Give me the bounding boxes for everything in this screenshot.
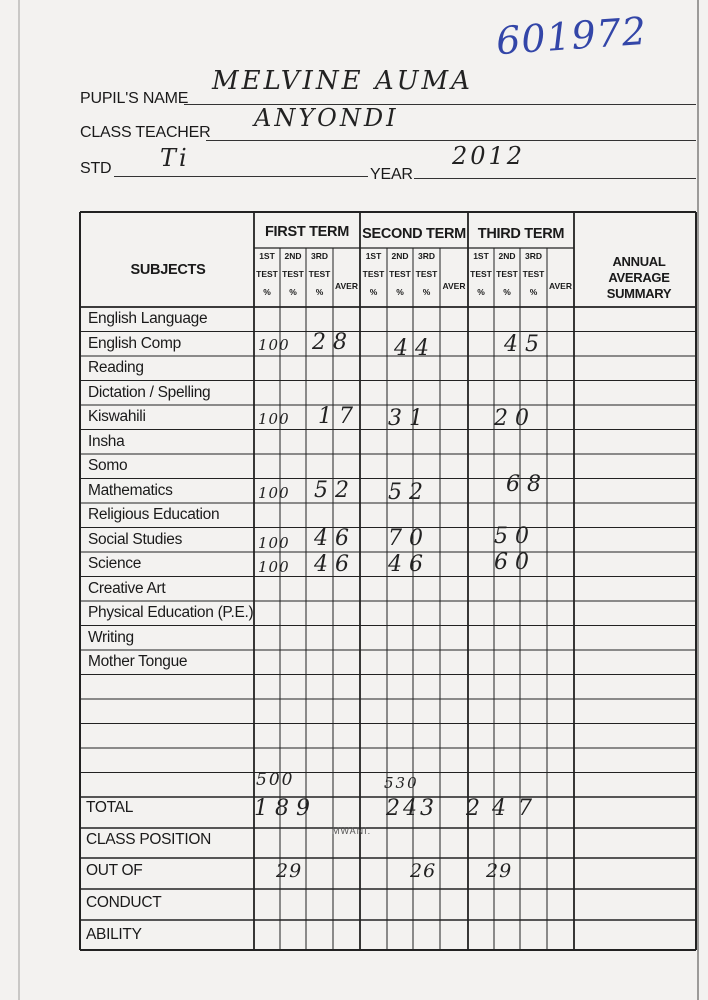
- social-studies-term1: 46: [314, 526, 356, 551]
- subject-label: Somo: [88, 457, 128, 474]
- test-col-header: [413, 250, 440, 298]
- summary-row-label: TOTAL: [86, 799, 134, 816]
- term3-out-of-count: 29: [486, 860, 513, 882]
- test-col-header: [468, 250, 494, 298]
- annual-average-summary-header: ANNUAL AVERAGE SUMMARY: [606, 254, 672, 301]
- test-word: TEST: [496, 269, 518, 279]
- position-stamp: MWANI.: [332, 826, 372, 836]
- test-word: TEST: [308, 269, 331, 279]
- subject-label: Physical Education (P.E.): [88, 604, 254, 621]
- subject-label: English Comp: [88, 334, 181, 352]
- science-out-of: 100: [258, 558, 290, 576]
- test-col-header: [360, 250, 387, 298]
- term1-out-of-count: 29: [276, 860, 303, 882]
- term1-total: 189: [254, 796, 317, 821]
- first-term-header: FIRST TERM: [265, 224, 349, 240]
- pupil-name-value: MELVINE AUMA: [212, 66, 473, 96]
- test-number: 2ND: [391, 251, 409, 261]
- term2-out-of-count: 26: [410, 860, 437, 882]
- third-term-header: THIRD TERM: [477, 226, 565, 242]
- subject-label: Dictation / Spelling: [88, 383, 211, 401]
- average-col-header: AVER: [442, 281, 466, 291]
- percent-sign: %: [263, 287, 271, 297]
- test-word: TEST: [415, 269, 438, 279]
- test-col-header: [520, 250, 547, 298]
- percent-sign: %: [289, 287, 297, 297]
- summary-row-label: CLASS POSITION: [86, 831, 211, 848]
- test-number: 1ST: [259, 251, 275, 261]
- average-col-header: AVER: [335, 281, 358, 291]
- test-number: 3RD: [524, 251, 542, 261]
- test-number: 1ST: [365, 251, 382, 261]
- summary-row-label: CONDUCT: [86, 894, 162, 911]
- test-col-header: [280, 250, 306, 298]
- percent-sign: %: [422, 287, 431, 297]
- term1-max-total: 500: [256, 770, 295, 790]
- test-number: 3RD: [310, 251, 328, 261]
- social-studies-out-of: 100: [258, 534, 290, 552]
- second-term-header: SECOND TERM: [362, 226, 466, 242]
- science-term2: 46: [388, 552, 430, 577]
- percent-sign: %: [529, 287, 538, 297]
- subject-label: Religious Education: [88, 506, 220, 523]
- kiswahili-term3: 20: [494, 406, 536, 431]
- percent-sign: %: [477, 287, 485, 297]
- term2-total: 243: [386, 796, 437, 821]
- test-word: TEST: [522, 269, 545, 279]
- mathematics-term1: 52: [314, 478, 356, 503]
- std-label: STD: [80, 160, 112, 177]
- social-studies-term3: 50: [494, 524, 536, 549]
- science-term1: 46: [314, 552, 356, 577]
- test-word: TEST: [256, 269, 278, 279]
- subject-label: Mother Tongue: [88, 653, 188, 670]
- test-word: TEST: [362, 269, 385, 279]
- kiswahili-term1: 17: [318, 404, 360, 429]
- kiswahili-out-of: 100: [258, 410, 290, 428]
- test-col-header: [494, 250, 520, 298]
- test-col-header: [254, 250, 280, 298]
- english-comp-term2: 44: [394, 336, 436, 361]
- test-number: 3RD: [417, 251, 435, 261]
- percent-sign: %: [503, 287, 511, 297]
- reference-number: 601972: [494, 8, 649, 64]
- average-col-header: AVER: [549, 281, 572, 291]
- subject-label: Insha: [88, 432, 125, 450]
- subject-label: Social Studies: [88, 530, 183, 548]
- test-number: 1ST: [473, 251, 489, 261]
- subject-label: Kiswahili: [88, 408, 146, 425]
- summary-row-label: OUT OF: [86, 862, 143, 879]
- mathematics-term3: 68: [506, 472, 548, 497]
- percent-sign: %: [315, 287, 324, 297]
- summary-row-label: ABILITY: [86, 926, 142, 943]
- class-teacher-value: ANYONDI: [254, 104, 399, 132]
- class-teacher-label: CLASS TEACHER: [80, 124, 211, 141]
- year-label: YEAR: [370, 166, 413, 183]
- subject-label: Reading: [88, 359, 144, 376]
- pupil-name-label: PUPIL'S NAME: [80, 90, 189, 107]
- subject-label: Science: [88, 555, 142, 572]
- percent-sign: %: [369, 287, 378, 297]
- english-comp-term3: 45: [504, 332, 546, 357]
- test-col-header: [387, 250, 413, 298]
- social-studies-term2: 70: [388, 526, 430, 551]
- test-number: 2ND: [498, 251, 516, 261]
- percent-sign: %: [396, 287, 404, 297]
- mathematics-out-of: 100: [258, 484, 290, 502]
- test-word: TEST: [470, 269, 492, 279]
- science-term3: 60: [494, 550, 536, 575]
- subjects-header: SUBJECTS: [130, 262, 206, 278]
- test-word: TEST: [282, 269, 304, 279]
- subject-label: Writing: [88, 628, 134, 646]
- english-comp-out-of: 100: [258, 336, 290, 354]
- term3-total: 247: [466, 796, 544, 821]
- kiswahili-term2: 31: [388, 406, 430, 431]
- test-word: TEST: [389, 269, 411, 279]
- test-col-header: [306, 250, 333, 298]
- std-value: Ti: [160, 144, 190, 172]
- subject-label: English Language: [88, 310, 208, 327]
- term2-max-total: 530: [384, 774, 419, 792]
- subject-label: Creative Art: [88, 579, 166, 597]
- test-number: 2ND: [284, 251, 302, 261]
- mathematics-term2: 52: [388, 480, 430, 505]
- subject-label: Mathematics: [88, 481, 173, 499]
- english-comp-term1: 28: [312, 330, 354, 355]
- year-value: 2012: [452, 142, 526, 170]
